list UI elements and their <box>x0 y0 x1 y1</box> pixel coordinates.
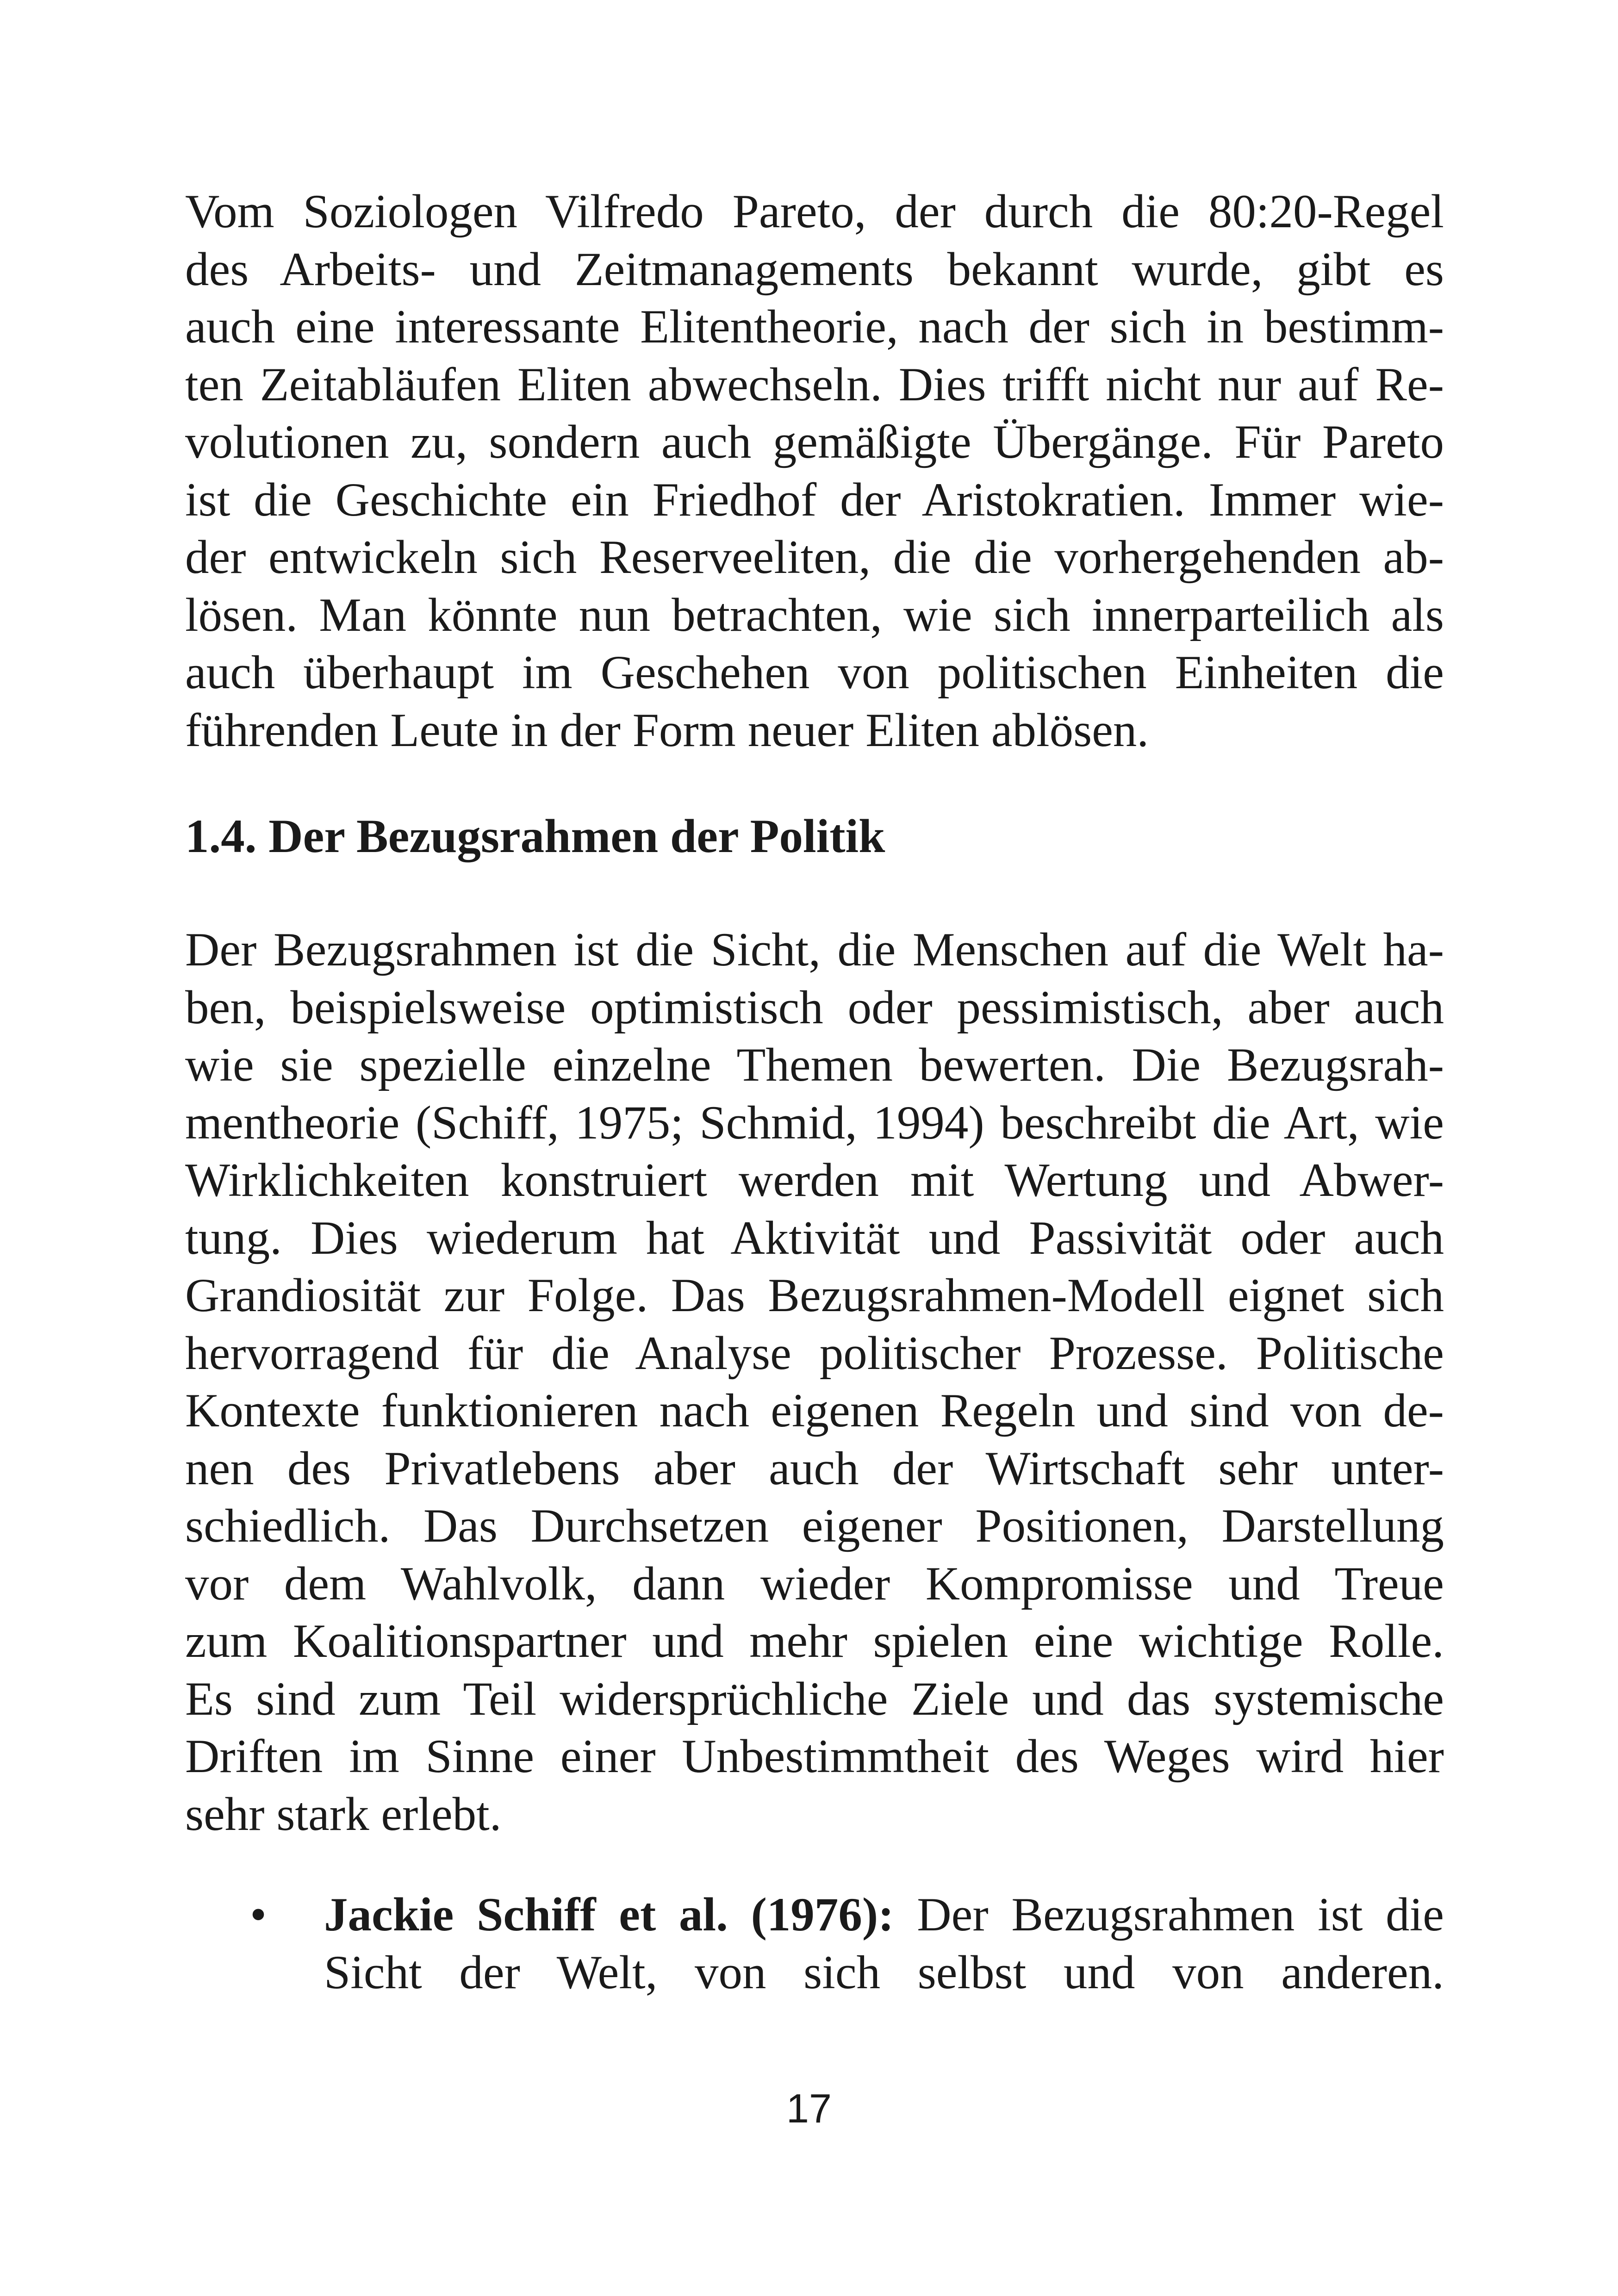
text-line: der entwickeln sich Reserveeliten, die die vorhergehenden ab- <box>185 531 1444 584</box>
text-line: Es sind zum Teil widersprüchliche Ziele und das systemische <box>185 1672 1444 1725</box>
bullet-line-2: Sicht der Welt, von sich selbst und von anderen. <box>324 1946 1444 1999</box>
text-line: Grandiosität zur Folge. Das Bezugsrahmen-Modell eignet sich <box>185 1269 1444 1322</box>
text-line: Vom Soziologen Vilfredo Pareto, der durch die 80:20-Regel <box>185 185 1444 238</box>
page-number: 17 <box>786 2085 832 2131</box>
text-line: nen des Privatlebens aber auch der Wirtschaft sehr unter- <box>185 1442 1444 1495</box>
text-line: Der Bezugsrahmen ist die Sicht, die Menschen auf die Welt ha- <box>185 923 1444 976</box>
text-line: Kontexte funktionieren nach eigenen Regeln und sind von de- <box>185 1384 1444 1437</box>
text-line: ist die Geschichte ein Friedhof der Aristokratien. Immer wie- <box>185 473 1444 526</box>
text-line: tung. Dies wiederum hat Aktivität und Passivität oder auch <box>185 1211 1444 1264</box>
bullet-text <box>324 1886 1444 2001</box>
text-line: Driften im Sinne einer Unbestimmtheit des Weges wird hier <box>185 1730 1444 1783</box>
text-line: ten Zeitabläufen Eliten abwechseln. Dies trifft nicht nur auf Re- <box>185 358 1444 411</box>
text-line: ben, beispielsweise optimistisch oder pessimistisch, aber auch <box>185 981 1444 1034</box>
text-line: lösen. Man könnte nun betrachten, wie sich innerparteilich als <box>185 588 1444 641</box>
text-line: auch eine interessante Elitentheorie, nach der sich in bestimm- <box>185 300 1444 353</box>
text-line: Wirklichkeiten konstruiert werden mit Wertung und Abwer- <box>185 1154 1444 1207</box>
text-line: vor dem Wahlvolk, dann wieder Kompromisse und Treue <box>185 1557 1444 1610</box>
text-line: sehr stark erlebt. <box>185 1787 502 1841</box>
text-line: schiedlich. Das Durchsetzen eigener Positionen, Darstellung <box>185 1500 1444 1552</box>
section-heading: 1.4. Der Bezugsrahmen der Politik <box>185 810 885 863</box>
bullet-icon: • <box>250 1888 267 1941</box>
bullet-lead-citation: Jackie Schiff et al. (1976): <box>324 1888 894 1941</box>
text-line: wie sie spezielle einzelne Themen bewerten. Die Bezugsrah- <box>185 1039 1444 1091</box>
text-line: führenden Leute in der Form neuer Eliten ablösen. <box>185 703 1149 757</box>
bullet-line-1 <box>324 1886 1444 1944</box>
text-line: volutionen zu, sondern auch gemäßigte Übergänge. Für Pareto <box>185 416 1444 468</box>
bullet-line-1-rest: Der Bezugsrahmen ist die <box>894 1888 1444 1941</box>
text-line: hervorragend für die Analyse politischer Prozesse. Politische <box>185 1326 1444 1380</box>
paragraph-bezugsrahmen <box>185 921 1444 1843</box>
text-line: mentheorie (Schiff, 1975; Schmid, 1994) beschreibt die Art, wie <box>185 1096 1444 1149</box>
text-line: des Arbeits- und Zeitmanagements bekannt wurde, gibt es <box>185 243 1444 296</box>
paragraph-pareto-elites <box>185 183 1444 759</box>
text-line: zum Koalitionspartner und mehr spielen eine wichtige Rolle. <box>185 1615 1444 1668</box>
text-line: auch überhaupt im Geschehen von politischen Einheiten die <box>185 646 1444 699</box>
